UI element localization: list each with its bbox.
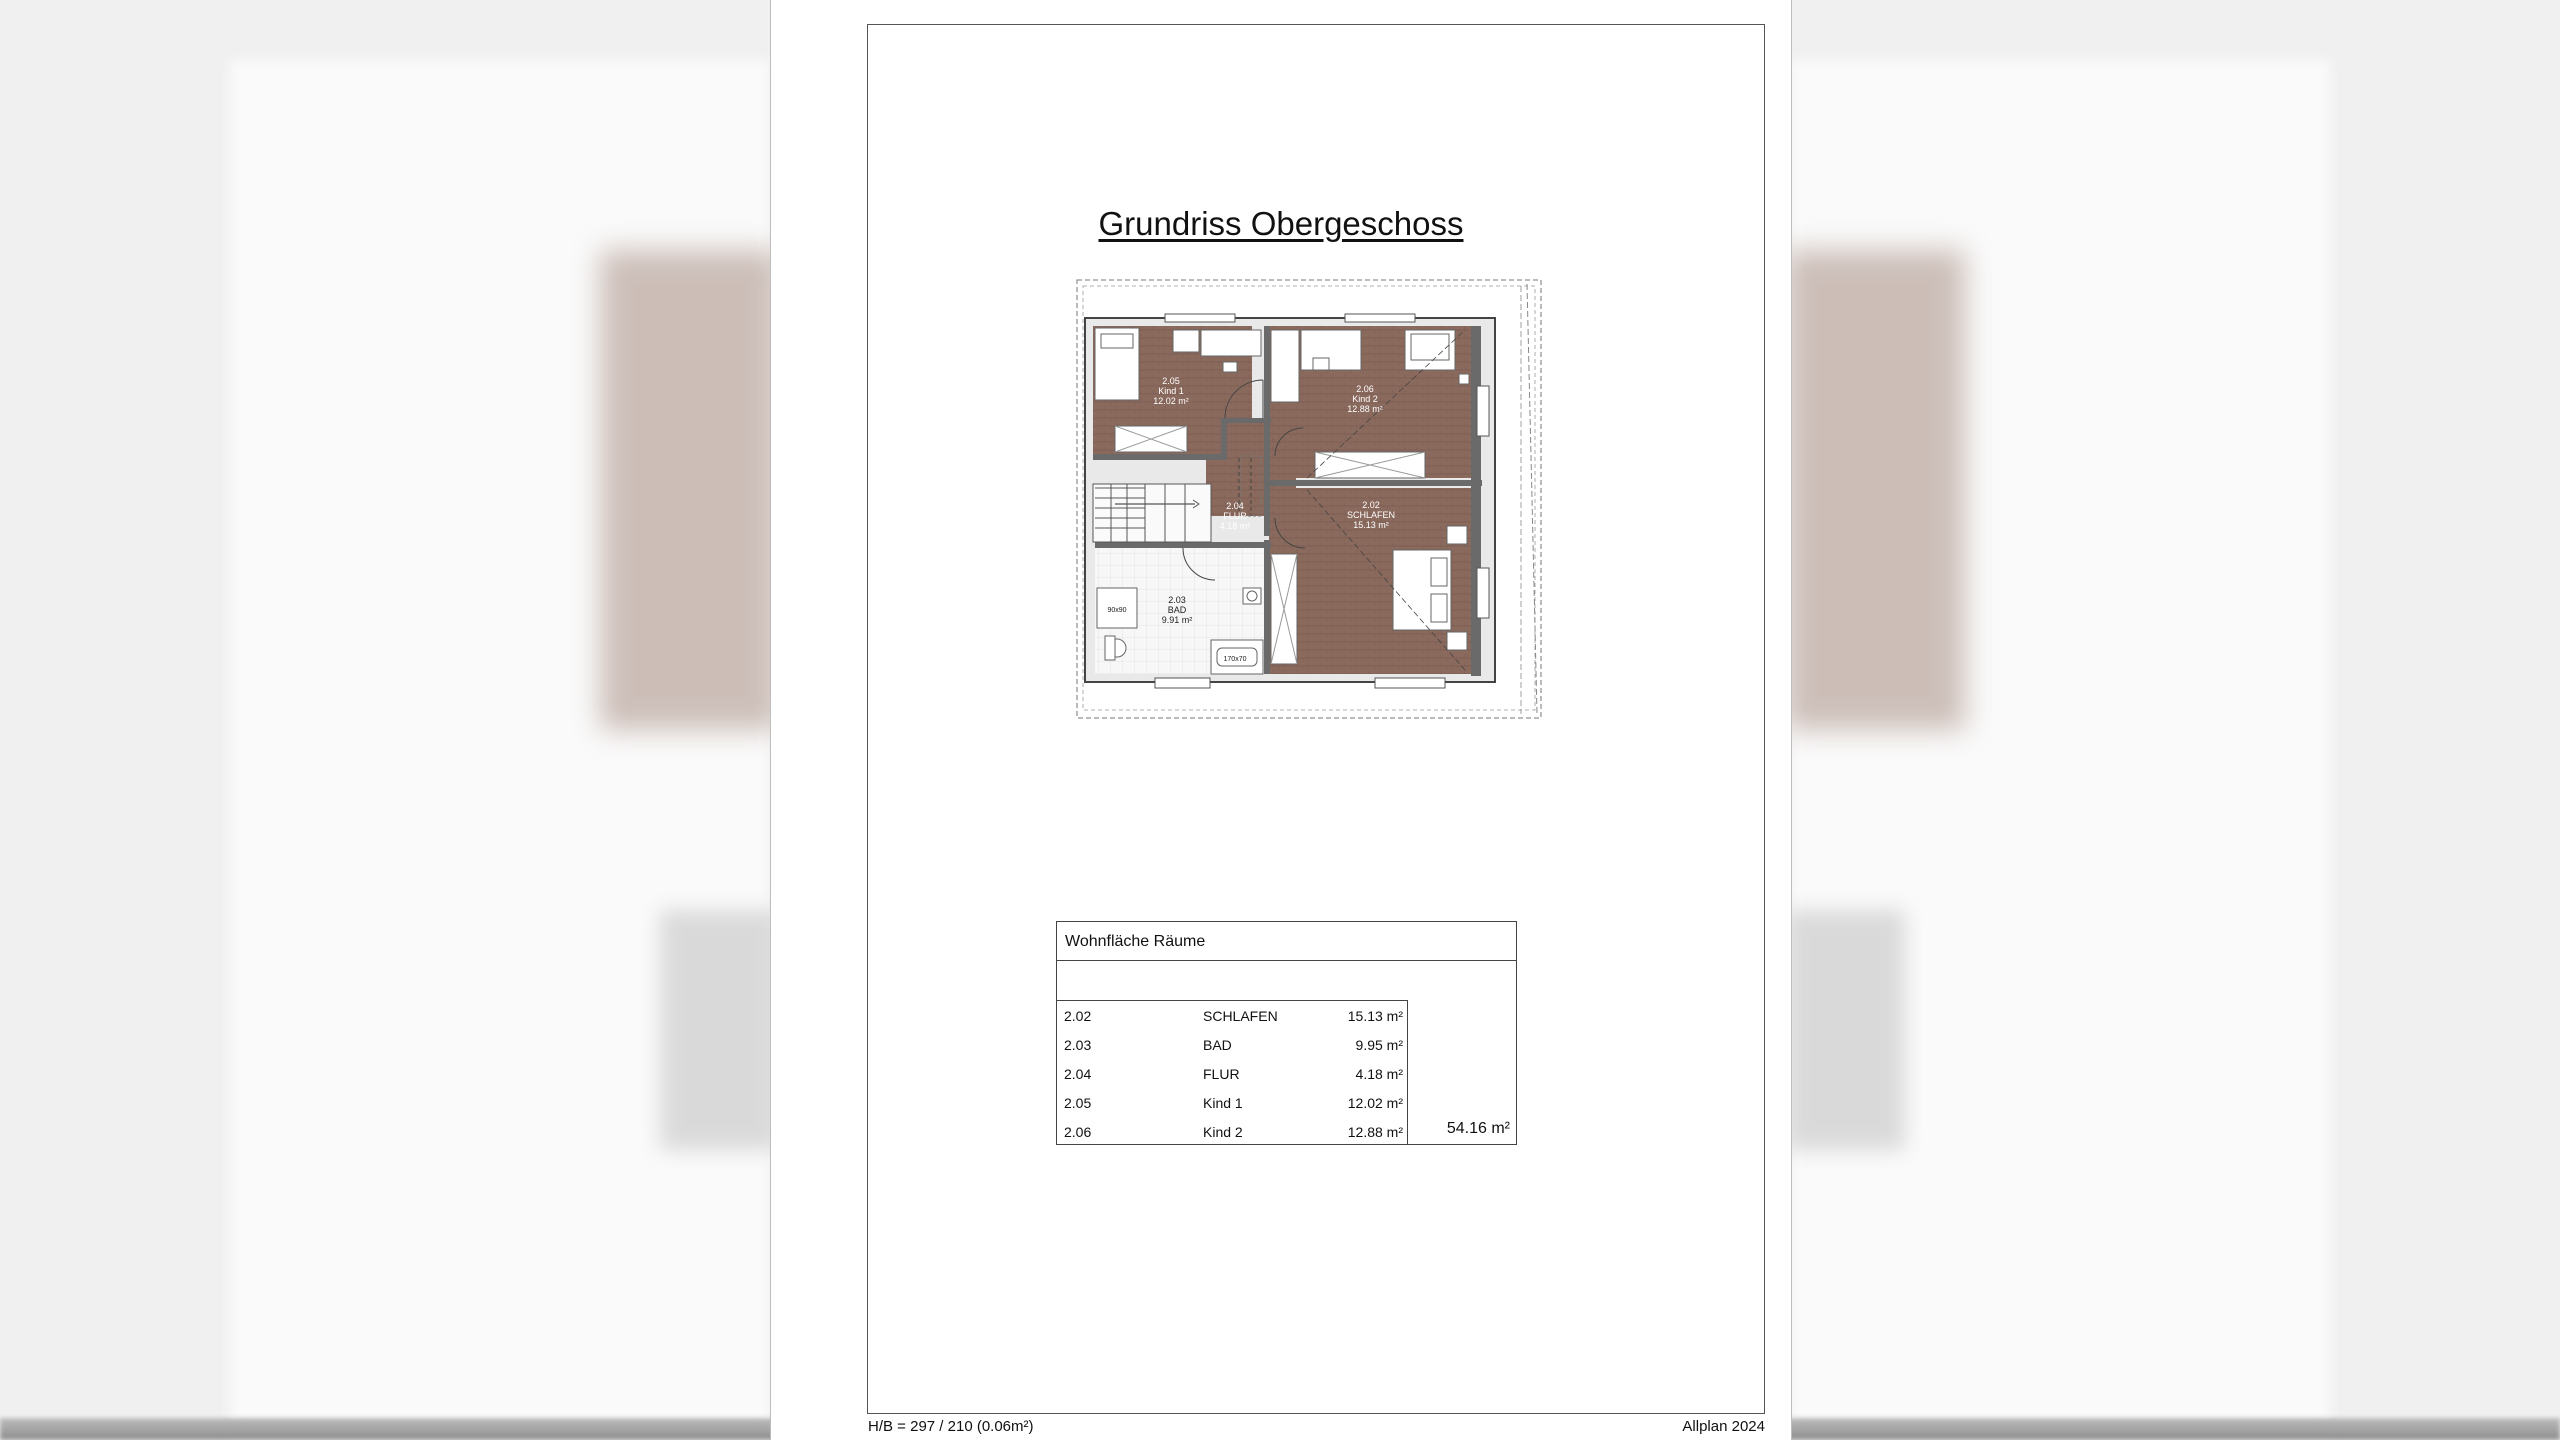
room-label-kind1-area: 12.02 m² <box>1153 396 1189 406</box>
table-row <box>1057 1030 1407 1059</box>
bathtub-label: 170x70 <box>1223 656 1247 663</box>
room-label-bad-no: 2.03 <box>1168 595 1186 605</box>
room-label-kind1-name: Kind 1 <box>1158 386 1184 396</box>
room-name: FLUR <box>1203 1066 1240 1082</box>
background-plan-blur-right <box>1785 250 1965 730</box>
area-table-rows <box>1057 1000 1408 1144</box>
room-number: 2.05 <box>1064 1095 1092 1111</box>
room-label-kind2-no: 2.06 <box>1356 384 1374 394</box>
area-table-title: Wohnfläche Räume <box>1065 933 1206 950</box>
room-label-kind1-no: 2.05 <box>1162 376 1180 386</box>
room-area: 15.13 m² <box>1347 1008 1403 1024</box>
table-row <box>1057 1088 1407 1117</box>
total-area: 54.16 m² <box>1446 1120 1510 1137</box>
room-label-flur-name: FLUR <box>1223 511 1247 521</box>
area-table <box>1056 921 1517 1145</box>
floor-plan <box>1075 278 1545 722</box>
room-number: 2.02 <box>1064 1008 1092 1024</box>
staircase <box>1093 484 1211 542</box>
shower-label: 90x90 <box>1107 607 1127 614</box>
room-area: 12.88 m² <box>1347 1124 1403 1140</box>
table-row <box>1057 1001 1407 1030</box>
table-row <box>1057 1117 1407 1146</box>
room-label-schlafen-no: 2.02 <box>1362 500 1380 510</box>
room-area: 12.02 m² <box>1347 1095 1403 1111</box>
room-name: Kind 1 <box>1203 1095 1243 1111</box>
room-label-flur-no: 2.04 <box>1226 501 1244 511</box>
room-area: 4.18 m² <box>1355 1066 1403 1082</box>
room-label-bad-name: BAD <box>1167 605 1187 615</box>
room-label-bad-area: 9.91 m² <box>1161 615 1193 625</box>
room-number: 2.04 <box>1064 1066 1092 1082</box>
table-row <box>1057 1059 1407 1088</box>
room-label-flur-area: 4.18 m² <box>1219 521 1251 531</box>
room-label-schlafen-area: 15.13 m² <box>1353 520 1389 530</box>
room-area: 9.95 m² <box>1355 1037 1403 1053</box>
room-name: BAD <box>1203 1037 1232 1053</box>
room-label-kind2-name: Kind 2 <box>1352 394 1378 404</box>
area-table-header <box>1057 922 1516 961</box>
room-label-kind2-area: 12.88 m² <box>1347 404 1383 414</box>
background-table-blur-left <box>660 910 780 1150</box>
background-plan-blur-left <box>600 250 780 730</box>
room-number: 2.06 <box>1064 1124 1092 1140</box>
page-title: Grundriss Obergeschoss <box>1098 205 1464 242</box>
room-name: SCHLAFEN <box>1203 1008 1278 1024</box>
footer-software: Allplan 2024 <box>1682 1418 1765 1435</box>
room-name: Kind 2 <box>1203 1124 1243 1140</box>
room-number: 2.03 <box>1064 1037 1092 1053</box>
document-sheet <box>770 0 1792 1440</box>
room-label-schlafen-name: SCHLAFEN <box>1346 510 1396 520</box>
footer-sheet-size: H/B = 297 / 210 (0.06m²) <box>868 1418 1034 1435</box>
background-table-blur-right <box>1785 910 1905 1150</box>
